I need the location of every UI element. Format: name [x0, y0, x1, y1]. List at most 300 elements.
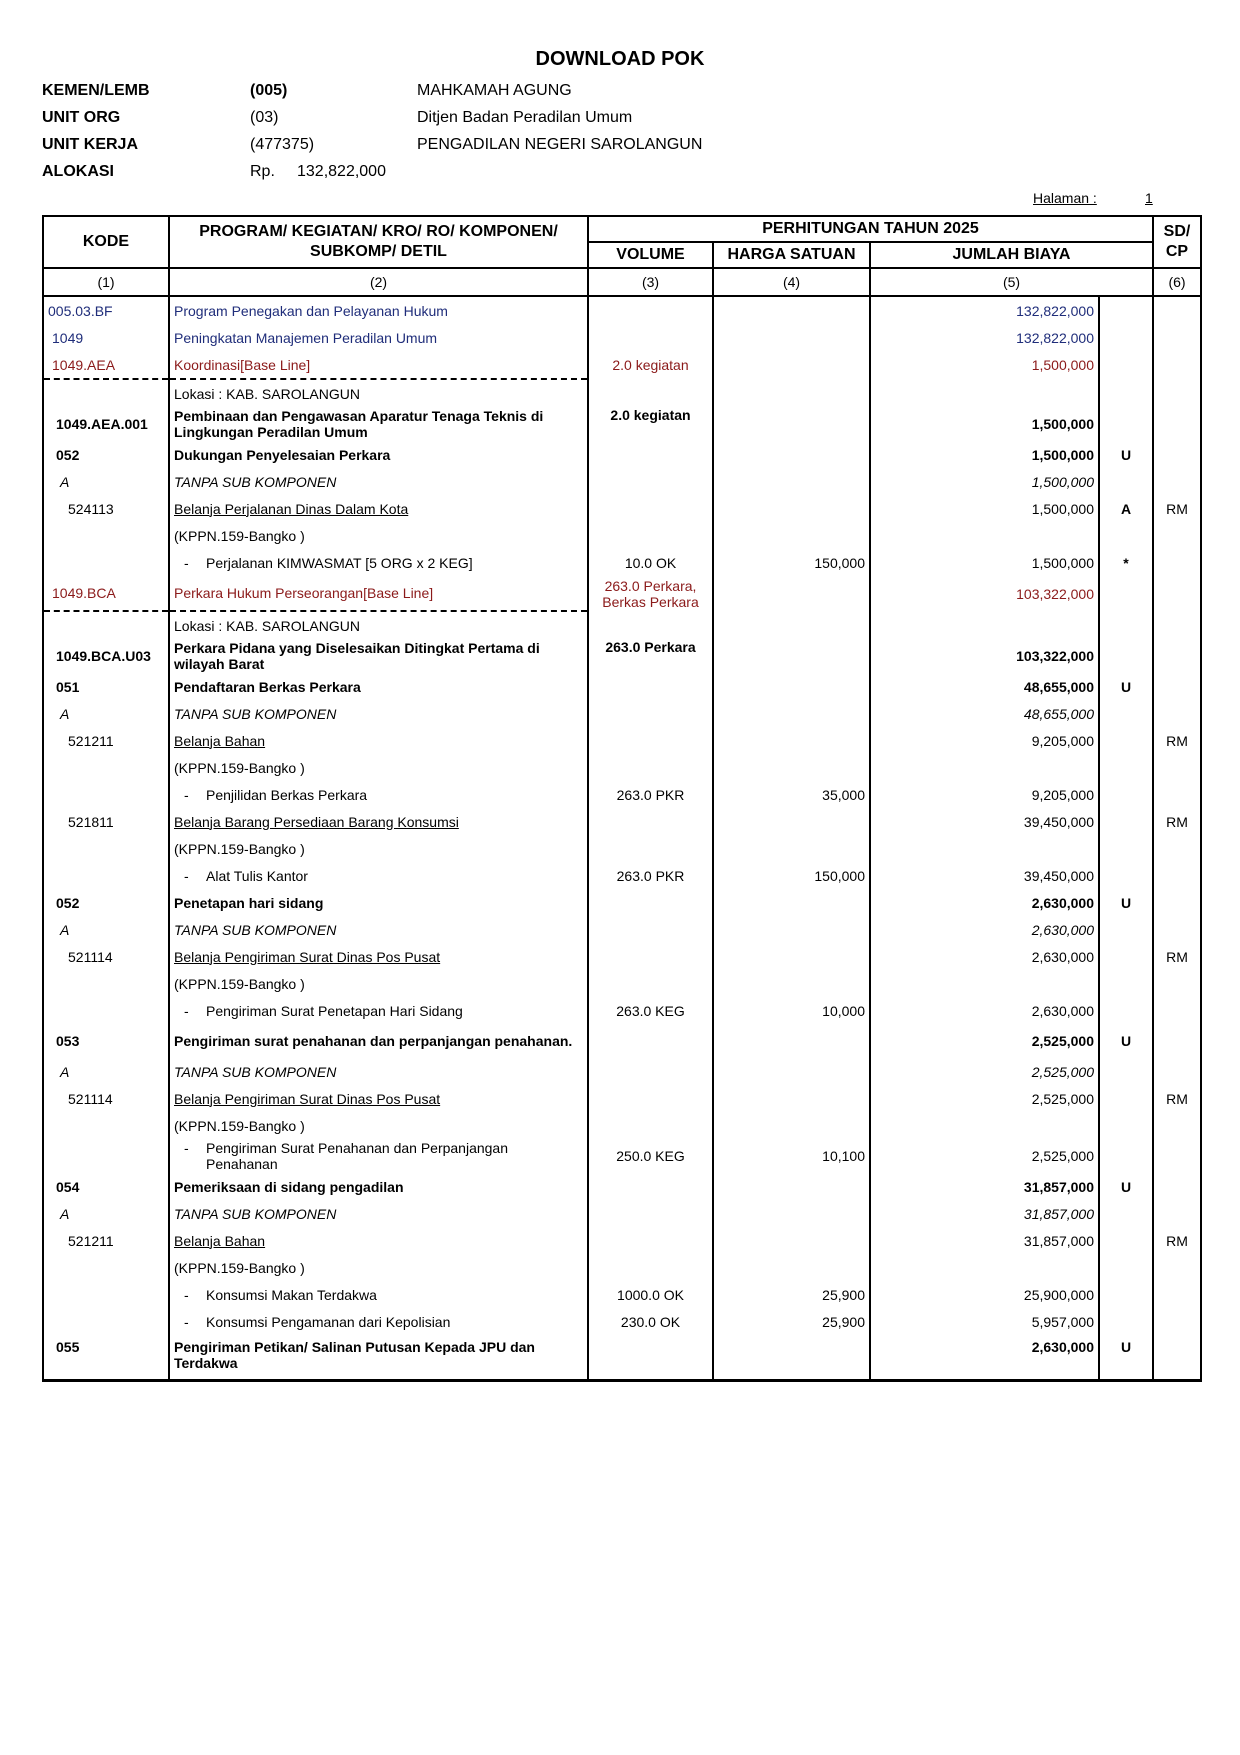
uraian-text: (KPPN.159-Bangko ): [174, 1259, 305, 1276]
row-flag: U: [1099, 1335, 1153, 1381]
row-flag: [1099, 808, 1153, 835]
table-row: [43, 943, 1201, 970]
row-harga: [713, 889, 870, 916]
row-sdcp: [1153, 781, 1201, 808]
row-sdcp: RM: [1153, 1227, 1201, 1254]
row-sdcp: [1153, 754, 1201, 781]
uraian-text: Belanja Bahan: [174, 732, 266, 749]
row-sdcp: [1153, 576, 1201, 611]
row-jumlah: 25,900,000: [870, 1281, 1099, 1308]
row-uraian: [169, 1254, 588, 1281]
row-harga: [713, 1058, 870, 1085]
row-harga: [713, 351, 870, 379]
table-row: [43, 407, 1201, 441]
row-sdcp: RM: [1153, 1085, 1201, 1112]
row-volume: [588, 1085, 713, 1112]
row-jumlah: 9,205,000: [870, 727, 1099, 754]
detail-bullet: -: [184, 786, 189, 803]
row-jumlah: 2,630,000: [870, 1335, 1099, 1381]
table-row: [43, 1335, 1201, 1381]
row-flag: [1099, 943, 1153, 970]
row-jumlah: 48,655,000: [870, 673, 1099, 700]
row-flag: U: [1099, 1024, 1153, 1058]
row-sdcp: [1153, 997, 1201, 1024]
row-harga: [713, 943, 870, 970]
row-uraian: [169, 522, 588, 549]
uraian-text: TANPA SUB KOMPONEN: [174, 1063, 337, 1080]
detail-text: Pengiriman Surat Penahanan dan Perpanjangan Penahanan: [206, 1140, 509, 1172]
table-row: [43, 1227, 1201, 1254]
table-row: [43, 324, 1201, 351]
row-harga: [713, 324, 870, 351]
row-sdcp: RM: [1153, 808, 1201, 835]
table-row: [43, 754, 1201, 781]
row-harga: [713, 468, 870, 495]
col-jumlah: JUMLAH BIAYA: [870, 242, 1153, 268]
row-flag: [1099, 407, 1153, 441]
row-volume: [588, 1024, 713, 1058]
table-row: [43, 700, 1201, 727]
row-flag: *: [1099, 549, 1153, 576]
row-volume: [588, 970, 713, 997]
uraian-text: TANPA SUB KOMPONEN: [174, 473, 337, 490]
row-volume: [588, 700, 713, 727]
row-kode: [43, 754, 169, 781]
row-harga: [713, 835, 870, 862]
row-uraian: [169, 1024, 588, 1058]
row-flag: [1099, 727, 1153, 754]
row-kode: [43, 1254, 169, 1281]
row-flag: [1099, 522, 1153, 549]
row-harga: [713, 1173, 870, 1200]
row-harga: [713, 495, 870, 522]
row-flag: [1099, 862, 1153, 889]
table-row: [43, 379, 1201, 407]
table-row: [43, 673, 1201, 700]
row-kode: [43, 1308, 169, 1335]
row-sdcp: [1153, 673, 1201, 700]
detail-bullet: -: [184, 1286, 189, 1303]
uraian-text: Lokasi : KAB. SAROLANGUN: [174, 617, 360, 634]
row-sdcp: [1153, 468, 1201, 495]
row-volume: 250.0 KEG: [588, 1139, 713, 1173]
row-kode: 1049: [43, 324, 169, 351]
row-sdcp: [1153, 1024, 1201, 1058]
row-sdcp: RM: [1153, 943, 1201, 970]
row-sdcp: [1153, 549, 1201, 576]
table-row: [43, 351, 1201, 379]
row-uraian: [169, 324, 588, 351]
row-uraian: [169, 1200, 588, 1227]
uraian-text: (KPPN.159-Bangko ): [174, 1117, 305, 1134]
row-flag: [1099, 835, 1153, 862]
row-kode: [43, 549, 169, 576]
row-volume: [588, 611, 713, 639]
row-uraian: [169, 611, 588, 639]
row-uraian: [169, 351, 588, 379]
row-kode: [43, 997, 169, 1024]
row-jumlah: [870, 522, 1099, 549]
row-harga: [713, 808, 870, 835]
row-flag: U: [1099, 673, 1153, 700]
table-row: [43, 1139, 1201, 1173]
row-harga: 25,900: [713, 1281, 870, 1308]
row-volume: [588, 1058, 713, 1085]
header-value: MAHKAMAH AGUNG: [417, 82, 572, 99]
col-volume: VOLUME: [588, 242, 713, 268]
page-label: Halaman :: [1033, 190, 1097, 206]
row-uraian: [169, 468, 588, 495]
table-row: [43, 862, 1201, 889]
row-volume: [588, 808, 713, 835]
uraian-text: Pemeriksaan di sidang pengadilan: [174, 1178, 404, 1195]
uraian-text: Peningkatan Manajemen Peradilan Umum: [174, 329, 438, 346]
col-number: (1): [43, 268, 169, 296]
row-volume: [588, 916, 713, 943]
detail-bullet: -: [184, 867, 189, 884]
row-uraian: [169, 1281, 588, 1308]
row-volume: [588, 673, 713, 700]
row-harga: [713, 916, 870, 943]
row-jumlah: 2,525,000: [870, 1058, 1099, 1085]
row-sdcp: [1153, 889, 1201, 916]
row-jumlah: 132,822,000: [870, 296, 1099, 324]
row-jumlah: [870, 835, 1099, 862]
row-jumlah: [870, 970, 1099, 997]
uraian-text: Pendaftaran Berkas Perkara: [174, 678, 361, 695]
row-flag: U: [1099, 441, 1153, 468]
detail-bullet: -: [184, 554, 189, 571]
row-volume: [588, 1112, 713, 1139]
row-uraian: [169, 754, 588, 781]
row-flag: [1099, 1112, 1153, 1139]
row-flag: [1099, 1308, 1153, 1335]
row-volume: [588, 495, 713, 522]
row-sdcp: [1153, 700, 1201, 727]
row-harga: [713, 970, 870, 997]
row-jumlah: 1,500,000: [870, 549, 1099, 576]
row-jumlah: 1,500,000: [870, 468, 1099, 495]
row-jumlah: 1,500,000: [870, 407, 1099, 441]
row-sdcp: [1153, 324, 1201, 351]
row-volume: [588, 522, 713, 549]
row-flag: [1099, 639, 1153, 673]
row-harga: [713, 1085, 870, 1112]
row-flag: [1099, 1254, 1153, 1281]
table-row: [43, 468, 1201, 495]
row-kode: A: [43, 468, 169, 495]
row-jumlah: 2,525,000: [870, 1139, 1099, 1173]
row-flag: [1099, 324, 1153, 351]
uraian-text: TANPA SUB KOMPONEN: [174, 1205, 337, 1222]
row-uraian: [169, 549, 588, 576]
table-row: [43, 1200, 1201, 1227]
col-harga: HARGA SATUAN: [713, 242, 870, 268]
row-volume: 263.0 KEG: [588, 997, 713, 1024]
uraian-text: Dukungan Penyelesaian Perkara: [174, 446, 391, 463]
row-harga: 35,000: [713, 781, 870, 808]
row-uraian: [169, 1058, 588, 1085]
row-uraian: [169, 441, 588, 468]
row-uraian: [169, 970, 588, 997]
table-row: [43, 997, 1201, 1024]
row-sdcp: [1153, 522, 1201, 549]
header-value: PENGADILAN NEGERI SAROLANGUN: [417, 136, 703, 153]
detail-text: Alat Tulis Kantor: [206, 867, 308, 884]
detail-bullet: -: [184, 1313, 189, 1330]
uraian-text: Pengiriman surat penahanan dan perpanjangan penahanan.: [174, 1033, 573, 1049]
allocation-amount: 132,822,000: [297, 163, 386, 180]
row-kode: 1049.BCA.U03: [43, 639, 169, 673]
row-volume: 263.0 Perkara: [588, 639, 713, 673]
row-jumlah: 31,857,000: [870, 1173, 1099, 1200]
row-kode: 055: [43, 1335, 169, 1381]
table-row: [43, 1085, 1201, 1112]
page-number: 1: [1145, 190, 1153, 206]
row-volume: 10.0 OK: [588, 549, 713, 576]
row-volume: [588, 1227, 713, 1254]
row-harga: [713, 379, 870, 407]
row-sdcp: RM: [1153, 727, 1201, 754]
row-flag: [1099, 296, 1153, 324]
row-uraian: [169, 862, 588, 889]
row-uraian: [169, 495, 588, 522]
row-kode: [43, 835, 169, 862]
row-harga: 10,000: [713, 997, 870, 1024]
detail-text: Pengiriman Surat Penetapan Hari Sidang: [206, 1002, 463, 1019]
row-kode: 1049.AEA.001: [43, 407, 169, 441]
row-harga: [713, 522, 870, 549]
header-code: (005): [250, 82, 288, 99]
table-row: [43, 611, 1201, 639]
row-kode: 521114: [43, 943, 169, 970]
header-label: UNIT ORG: [42, 109, 121, 126]
uraian-text: Belanja Barang Persediaan Barang Konsumsi: [174, 813, 459, 830]
table-row: [43, 916, 1201, 943]
row-harga: 150,000: [713, 862, 870, 889]
row-flag: A: [1099, 495, 1153, 522]
col-number: (5): [870, 268, 1153, 296]
header-label: UNIT KERJA: [42, 136, 139, 153]
row-uraian: [169, 673, 588, 700]
row-sdcp: [1153, 1173, 1201, 1200]
row-kode: [43, 781, 169, 808]
detail-text: Konsumsi Makan Terdakwa: [206, 1286, 377, 1303]
row-harga: [713, 700, 870, 727]
header-value: Ditjen Badan Peradilan Umum: [417, 109, 633, 126]
uraian-text: Perkara Hukum Perseorangan[Base Line]: [174, 585, 434, 601]
row-uraian: [169, 727, 588, 754]
table-row: [43, 576, 1201, 611]
row-jumlah: 2,630,000: [870, 916, 1099, 943]
row-flag: [1099, 351, 1153, 379]
header-label: ALOKASI: [42, 163, 114, 180]
row-volume: [588, 441, 713, 468]
row-uraian: [169, 1139, 588, 1173]
row-uraian: [169, 1173, 588, 1200]
row-kode: [43, 611, 169, 639]
uraian-text: Penetapan hari sidang: [174, 894, 324, 911]
row-uraian: [169, 576, 588, 611]
row-jumlah: 1,500,000: [870, 441, 1099, 468]
row-sdcp: [1153, 1058, 1201, 1085]
row-sdcp: [1153, 1281, 1201, 1308]
row-jumlah: 1,500,000: [870, 351, 1099, 379]
row-volume: [588, 943, 713, 970]
row-kode: 052: [43, 889, 169, 916]
row-flag: [1099, 997, 1153, 1024]
row-sdcp: [1153, 835, 1201, 862]
row-flag: [1099, 1058, 1153, 1085]
row-kode: 524113: [43, 495, 169, 522]
row-sdcp: [1153, 639, 1201, 673]
row-jumlah: 31,857,000: [870, 1227, 1099, 1254]
row-jumlah: 2,525,000: [870, 1024, 1099, 1058]
table-row: [43, 889, 1201, 916]
row-sdcp: RM: [1153, 495, 1201, 522]
col-number: (6): [1153, 268, 1201, 296]
row-flag: [1099, 1139, 1153, 1173]
row-jumlah: [870, 611, 1099, 639]
row-jumlah: [870, 1254, 1099, 1281]
row-flag: [1099, 970, 1153, 997]
header-code: Rp.: [250, 163, 275, 180]
col-number: (3): [588, 268, 713, 296]
row-kode: [43, 1139, 169, 1173]
row-harga: 10,100: [713, 1139, 870, 1173]
row-volume: [588, 468, 713, 495]
row-kode: 1049.AEA: [43, 351, 169, 379]
row-volume: [588, 727, 713, 754]
table-row: [43, 727, 1201, 754]
row-harga: [713, 1024, 870, 1058]
detail-text: Perjalanan KIMWASMAT [5 ORG x 2 KEG]: [206, 554, 473, 571]
row-flag: [1099, 1281, 1153, 1308]
row-harga: [713, 296, 870, 324]
detail-text: Penjilidan Berkas Perkara: [206, 786, 368, 803]
row-jumlah: 1,500,000: [870, 495, 1099, 522]
row-kode: [43, 862, 169, 889]
row-kode: [43, 1112, 169, 1139]
row-kode: A: [43, 1058, 169, 1085]
row-uraian: [169, 1308, 588, 1335]
col-program: PROGRAM/ KEGIATAN/ KRO/ RO/ KOMPONEN/ SUBKOMP/ DETIL: [169, 216, 588, 268]
row-kode: A: [43, 1200, 169, 1227]
row-flag: [1099, 754, 1153, 781]
row-harga: [713, 1200, 870, 1227]
uraian-text: TANPA SUB KOMPONEN: [174, 705, 337, 722]
uraian-text: Perkara Pidana yang Diselesaikan Ditingkat Pertama di wilayah Barat: [174, 640, 540, 672]
row-volume: 263.0 PKR: [588, 862, 713, 889]
row-harga: [713, 576, 870, 611]
row-harga: [713, 639, 870, 673]
document-title: DOWNLOAD POK: [535, 48, 705, 70]
row-uraian: [169, 1335, 588, 1381]
row-sdcp: [1153, 611, 1201, 639]
row-uraian: [169, 997, 588, 1024]
row-uraian: [169, 379, 588, 407]
row-uraian: [169, 835, 588, 862]
uraian-text: Belanja Pengiriman Surat Dinas Pos Pusat: [174, 1090, 441, 1107]
row-jumlah: 39,450,000: [870, 808, 1099, 835]
row-volume: [588, 754, 713, 781]
row-kode: 052: [43, 441, 169, 468]
row-volume: [588, 835, 713, 862]
table-row: [43, 522, 1201, 549]
row-kode: 521114: [43, 1085, 169, 1112]
row-jumlah: [870, 1112, 1099, 1139]
row-kode: 005.03.BF: [43, 296, 169, 324]
row-jumlah: 5,957,000: [870, 1308, 1099, 1335]
row-flag: [1099, 1200, 1153, 1227]
uraian-text: Pengiriman Petikan/ Salinan Putusan Kepada JPU dan Terdakwa: [174, 1339, 535, 1371]
row-volume: [588, 1173, 713, 1200]
uraian-text: Lokasi : KAB. SAROLANGUN: [174, 385, 360, 402]
table-row: [43, 1281, 1201, 1308]
row-kode: 521211: [43, 727, 169, 754]
header-code: (477375): [250, 136, 315, 153]
table-row: [43, 808, 1201, 835]
row-sdcp: [1153, 970, 1201, 997]
table-body: [43, 296, 1201, 1381]
row-volume: 263.0 Perkara, Berkas Perkara: [588, 576, 713, 611]
table-row: [43, 1254, 1201, 1281]
col-number: (2): [169, 268, 588, 296]
uraian-text: Koordinasi[Base Line]: [174, 356, 311, 373]
row-kode: 054: [43, 1173, 169, 1200]
row-kode: [43, 522, 169, 549]
row-jumlah: 9,205,000: [870, 781, 1099, 808]
row-sdcp: [1153, 351, 1201, 379]
row-jumlah: 31,857,000: [870, 1200, 1099, 1227]
row-sdcp: [1153, 1335, 1201, 1381]
table-row: [43, 441, 1201, 468]
row-sdcp: [1153, 916, 1201, 943]
row-jumlah: [870, 379, 1099, 407]
row-harga: [713, 1335, 870, 1381]
row-kode: 1049.BCA: [43, 576, 169, 611]
row-volume: 2.0 kegiatan: [588, 407, 713, 441]
uraian-text: Belanja Perjalanan Dinas Dalam Kota: [174, 500, 409, 517]
row-kode: A: [43, 700, 169, 727]
row-jumlah: 2,630,000: [870, 997, 1099, 1024]
row-sdcp: [1153, 407, 1201, 441]
uraian-text: (KPPN.159-Bangko ): [174, 840, 305, 857]
row-volume: 2.0 kegiatan: [588, 351, 713, 379]
row-uraian: [169, 1085, 588, 1112]
row-sdcp: [1153, 441, 1201, 468]
table-row: [43, 835, 1201, 862]
row-uraian: [169, 916, 588, 943]
table-row: [43, 1112, 1201, 1139]
row-volume: [588, 296, 713, 324]
row-flag: [1099, 468, 1153, 495]
table-row: [43, 1024, 1201, 1058]
row-volume: [588, 1200, 713, 1227]
header-code: (03): [250, 109, 279, 126]
row-kode: 521811: [43, 808, 169, 835]
detail-bullet: -: [184, 1002, 189, 1019]
row-jumlah: 39,450,000: [870, 862, 1099, 889]
col-sdcp: SD/ CP: [1153, 216, 1201, 268]
row-volume: 263.0 PKR: [588, 781, 713, 808]
row-harga: [713, 407, 870, 441]
table-row: [43, 1173, 1201, 1200]
row-uraian: [169, 407, 588, 441]
row-harga: 150,000: [713, 549, 870, 576]
row-harga: [713, 1112, 870, 1139]
row-sdcp: [1153, 1139, 1201, 1173]
